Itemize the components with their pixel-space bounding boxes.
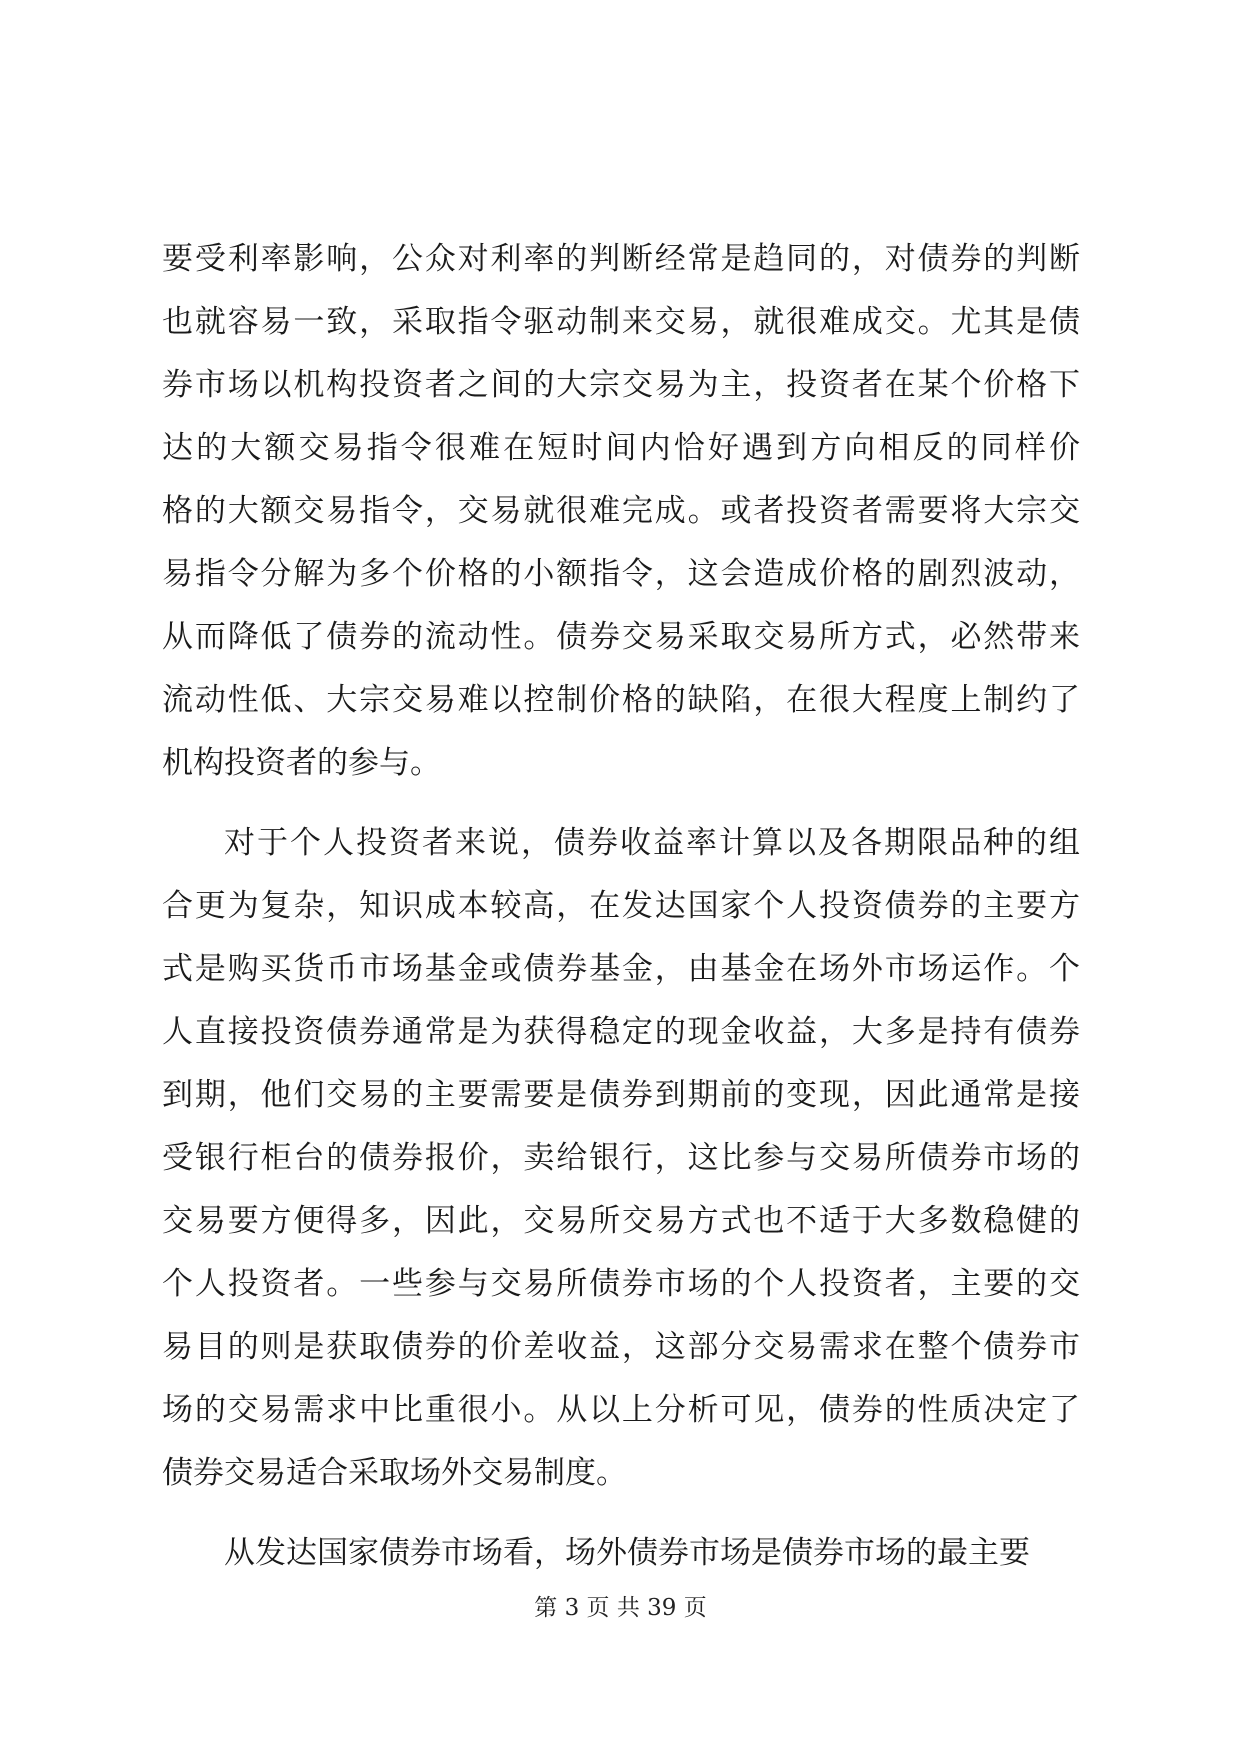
text-line: 受银行柜台的债券报价，卖给银行，这比参与交易所债券市场的 <box>162 1140 1080 1176</box>
paragraph-gap <box>162 795 1080 812</box>
text-line: 要受利率影响，公众对利率的判断经常是趋同的，对债券的判断 <box>162 241 1080 277</box>
paragraph-gap <box>162 1505 1080 1522</box>
text-line: 合更为复杂，知识成本较高，在发达国家个人投资债券的主要方 <box>162 888 1080 924</box>
text-line: 机构投资者的参与。 <box>162 745 441 781</box>
text-line: 人直接投资债券通常是为获得稳定的现金收益，大多是持有债券 <box>162 1014 1080 1050</box>
text-line: 易目的则是获取债券的价差收益，这部分交易需求在整个债券市 <box>162 1329 1080 1365</box>
text-line: 场的交易需求中比重很小。从以上分析可见，债券的性质决定了 <box>162 1392 1080 1428</box>
paragraph-2 <box>162 812 1080 1505</box>
text-line: 券市场以机构投资者之间的大宗交易为主，投资者在某个价格下 <box>162 367 1080 403</box>
text-line: 从而降低了债券的流动性。债券交易采取交易所方式，必然带来 <box>162 619 1080 655</box>
text-line: 格的大额交易指令，交易就很难完成。或者投资者需要将大宗交 <box>162 493 1080 529</box>
text-line: 也就容易一致，采取指令驱动制来交易，就很难成交。尤其是债 <box>162 304 1080 340</box>
text-line: 债券交易适合采取场外交易制度。 <box>162 1455 627 1491</box>
text-line: 从发达国家债券市场看，场外债券市场是债券市场的最主要 <box>224 1535 1030 1571</box>
paragraph-1 <box>162 228 1080 795</box>
paragraph-3 <box>162 1522 1080 1585</box>
text-line: 交易要方便得多，因此，交易所交易方式也不适于大多数稳健的 <box>162 1203 1080 1239</box>
body-text <box>162 228 1080 1585</box>
text-line: 式是购买货币市场基金或债券基金，由基金在场外市场运作。个 <box>162 951 1080 987</box>
text-line: 个人投资者。一些参与交易所债券市场的个人投资者，主要的交 <box>162 1266 1080 1302</box>
text-line: 易指令分解为多个价格的小额指令，这会造成价格的剧烈波动， <box>162 556 1080 592</box>
text-line: 流动性低、大宗交易难以控制价格的缺陷，在很大程度上制约了 <box>162 682 1080 718</box>
text-line: 达的大额交易指令很难在短时间内恰好遇到方向相反的同样价 <box>162 430 1080 466</box>
text-line: 到期，他们交易的主要需要是债券到期前的变现，因此通常是接 <box>162 1077 1080 1113</box>
text-line: 对于个人投资者来说，债券收益率计算以及各期限品种的组 <box>224 825 1080 861</box>
page-number-footer: 第 3 页 共 39 页 <box>534 1595 707 1621</box>
